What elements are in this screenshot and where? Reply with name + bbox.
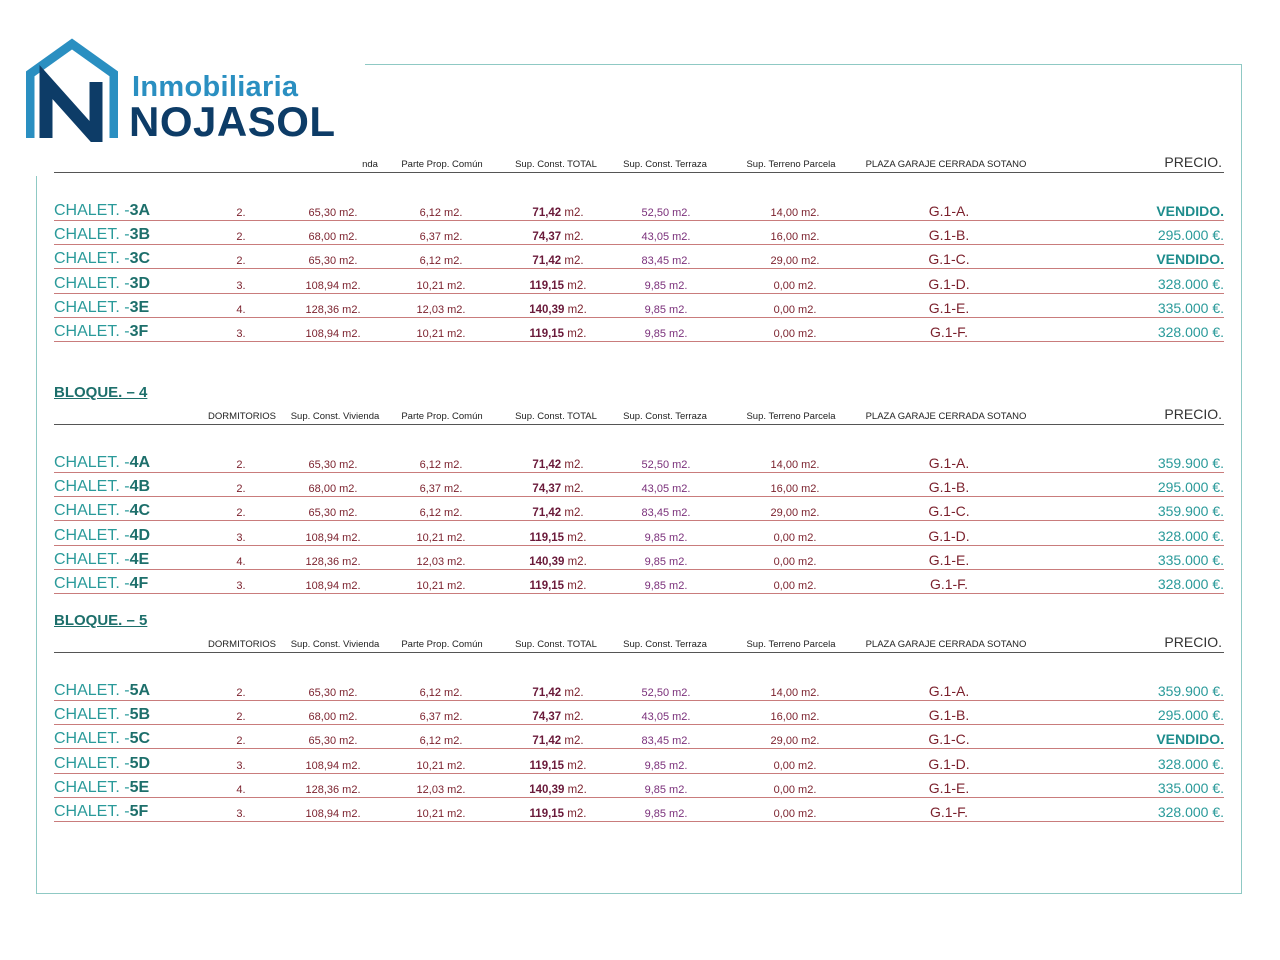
block-title: BLOQUE. – 4 [54, 384, 148, 401]
cell-parte-comun: 6,12 m2. [419, 507, 463, 519]
unit-code: 4C [129, 502, 151, 519]
unit-name-link[interactable] [54, 202, 150, 220]
cell-garaje: G.1-B. [928, 227, 970, 243]
unit-prefix: CHALET. - [54, 682, 130, 699]
cell-dormitorios: 2. [236, 735, 246, 747]
unit-name-link[interactable] [54, 803, 148, 821]
cell-parte-comun: 10,21 m2. [416, 760, 466, 772]
cell-vivienda: 108,94 m2. [305, 280, 361, 292]
cell-garaje: G.1-A. [928, 203, 970, 219]
col-header-vivienda: nda [362, 159, 378, 170]
cell-total-number: 119,15 [529, 808, 565, 820]
unit-prefix: CHALET. - [54, 478, 130, 495]
cell-total [532, 207, 583, 219]
cell-total [530, 328, 587, 340]
unit-prefix: CHALET. - [54, 454, 130, 471]
cell-parte-comun: 6,12 m2. [419, 459, 463, 471]
cell-terreno: 14,00 m2. [770, 207, 820, 219]
cell-total [532, 231, 583, 243]
cell-dormitorios: 2. [236, 459, 246, 471]
table-row [54, 198, 1224, 221]
cell-terreno: 29,00 m2. [770, 735, 820, 747]
cell-terreno: 0,00 m2. [773, 328, 817, 340]
cell-terreno: 0,00 m2. [773, 304, 817, 316]
table-row [54, 751, 1224, 774]
col-header-vivienda: Sup. Const. Vivienda [290, 639, 380, 650]
unit-name-link[interactable] [54, 454, 150, 472]
unit-code: 5B [129, 706, 151, 723]
cell-total-number: 74,37 [532, 711, 562, 723]
cell-garaje: G.1-B. [928, 707, 970, 723]
col-header-terraza: Sup. Const. Terraza [623, 159, 707, 170]
cell-total-unit: m2. [561, 231, 584, 243]
cell-total-number: 119,15 [529, 280, 565, 292]
house-n-logo-icon [26, 38, 118, 142]
cell-parte-comun: 12,03 m2. [416, 784, 466, 796]
cell-vivienda: 128,36 m2. [305, 556, 361, 568]
unit-code: 4B [129, 478, 151, 495]
price-link[interactable]: 328.000 €. [1157, 804, 1224, 820]
cell-dormitorios: 4. [236, 556, 246, 568]
cell-total-number: 71,42 [532, 687, 562, 699]
cell-vivienda: 65,30 m2. [308, 687, 358, 699]
unit-prefix: CHALET. - [54, 706, 130, 723]
cell-vivienda: 65,30 m2. [308, 207, 358, 219]
cell-parte-comun: 6,37 m2. [419, 483, 463, 495]
cell-total-unit: m2. [561, 483, 584, 495]
unit-prefix: CHALET. - [54, 502, 130, 519]
cell-total-number: 71,42 [532, 459, 562, 471]
cell-total [530, 580, 587, 592]
col-header-total: Sup. Const. TOTAL [515, 639, 597, 650]
table-row [54, 319, 1224, 342]
unit-prefix: CHALET. - [54, 575, 130, 592]
cell-vivienda: 108,94 m2. [305, 580, 361, 592]
cell-total [532, 735, 583, 747]
cell-terraza: 9,85 m2. [644, 784, 688, 796]
unit-code: 5E [129, 779, 150, 796]
table-row [54, 799, 1224, 822]
cell-parte-comun: 12,03 m2. [416, 556, 466, 568]
cell-parte-comun: 6,12 m2. [419, 255, 463, 267]
cell-total [530, 760, 587, 772]
unit-prefix: CHALET. - [54, 779, 130, 796]
cell-vivienda: 68,00 m2. [308, 231, 358, 243]
unit-code: 3A [129, 202, 151, 219]
col-header-dormitorios: DORMITORIOS [208, 639, 276, 650]
unit-prefix: CHALET. - [54, 730, 130, 747]
unit-name-link[interactable] [54, 779, 149, 797]
cell-vivienda: 65,30 m2. [308, 507, 358, 519]
table-row [54, 775, 1224, 798]
table-row [54, 678, 1224, 701]
cell-vivienda: 108,94 m2. [305, 532, 361, 544]
cell-garaje: G.1-D. [928, 276, 970, 292]
cell-total-number: 140,39 [529, 304, 565, 316]
col-header-parte: Parte Prop. Común [401, 639, 483, 650]
cell-terraza: 9,85 m2. [644, 532, 688, 544]
cell-total-unit: m2. [564, 556, 587, 568]
cell-parte-comun: 10,21 m2. [416, 280, 466, 292]
cell-terraza: 83,45 m2. [641, 255, 691, 267]
cell-total-unit: m2. [561, 687, 584, 699]
cell-garaje: G.1-C. [928, 251, 970, 267]
cell-dormitorios: 3. [236, 532, 246, 544]
cell-terreno: 16,00 m2. [770, 711, 820, 723]
cell-total-number: 71,42 [532, 255, 562, 267]
unit-name-link[interactable] [54, 551, 149, 569]
cell-terreno: 0,00 m2. [773, 280, 817, 292]
unit-prefix: CHALET. - [54, 275, 130, 292]
cell-total [529, 784, 587, 796]
cell-total-number: 140,39 [529, 784, 565, 796]
unit-name-link[interactable] [54, 755, 150, 773]
cell-terraza: 83,45 m2. [641, 507, 691, 519]
cell-terraza: 9,85 m2. [644, 580, 688, 592]
cell-garaje: G.1-D. [928, 528, 970, 544]
cell-terreno: 0,00 m2. [773, 532, 817, 544]
col-header-dormitorios: DORMITORIOS [208, 411, 276, 422]
cell-total-number: 119,15 [529, 760, 565, 772]
table-row [54, 547, 1224, 570]
cell-dormitorios: 4. [236, 304, 246, 316]
col-header-parte: Parte Prop. Común [401, 159, 483, 170]
unit-code: 3D [129, 275, 151, 292]
cell-terraza: 83,45 m2. [641, 735, 691, 747]
price-link[interactable]: 295.000 €. [1157, 707, 1224, 723]
unit-prefix: CHALET. - [54, 803, 130, 820]
price-link[interactable]: 328.000 €. [1157, 324, 1224, 340]
cell-total [530, 280, 587, 292]
unit-name-link[interactable] [54, 575, 148, 593]
table-header [54, 404, 1224, 425]
price-link[interactable]: 295.000 €. [1157, 227, 1224, 243]
cell-dormitorios: 2. [236, 255, 246, 267]
cell-total-number: 71,42 [532, 507, 562, 519]
unit-code: 3C [129, 250, 151, 267]
table-row [54, 498, 1224, 521]
table-row [54, 450, 1224, 473]
table-header [54, 632, 1224, 653]
cell-parte-comun: 6,12 m2. [419, 687, 463, 699]
cell-total-unit: m2. [564, 280, 587, 292]
cell-terraza: 9,85 m2. [644, 280, 688, 292]
cell-terraza: 52,50 m2. [641, 687, 691, 699]
cell-total-number: 74,37 [532, 231, 562, 243]
table-row [54, 222, 1224, 245]
price-link[interactable]: 328.000 €. [1157, 276, 1224, 292]
unit-code: 3F [129, 323, 149, 340]
price-link[interactable]: 328.000 €. [1157, 756, 1224, 772]
cell-terreno: 14,00 m2. [770, 687, 820, 699]
cell-garaje: G.1-E. [928, 780, 970, 796]
cell-total-unit: m2. [564, 760, 587, 772]
unit-name-link[interactable] [54, 323, 148, 341]
unit-prefix: CHALET. - [54, 551, 130, 568]
cell-vivienda: 68,00 m2. [308, 483, 358, 495]
table-row [54, 271, 1224, 294]
col-header-vivienda: Sup. Const. Vivienda [290, 411, 380, 422]
col-header-parte: Parte Prop. Común [401, 411, 483, 422]
sold-status: VENDIDO. [1156, 203, 1224, 219]
cell-terreno: 16,00 m2. [770, 231, 820, 243]
brand-name-bottom: NOJASOL [129, 98, 336, 145]
cell-total [530, 532, 587, 544]
price-link[interactable]: 359.900 €. [1157, 683, 1224, 699]
cell-terraza: 9,85 m2. [644, 304, 688, 316]
cell-garaje: G.1-F. [929, 324, 969, 340]
cell-total-unit: m2. [564, 328, 587, 340]
unit-name-link[interactable] [54, 299, 149, 317]
col-header-terreno: Sup. Terreno Parcela [746, 159, 836, 170]
cell-vivienda: 108,94 m2. [305, 328, 361, 340]
col-header-precio: PRECIO. [1164, 406, 1222, 422]
cell-parte-comun: 10,21 m2. [416, 808, 466, 820]
cell-garaje: G.1-A. [928, 455, 970, 471]
cell-terreno: 0,00 m2. [773, 808, 817, 820]
cell-parte-comun: 6,37 m2. [419, 231, 463, 243]
cell-total-unit: m2. [564, 808, 587, 820]
cell-vivienda: 128,36 m2. [305, 784, 361, 796]
cell-total-number: 74,37 [532, 483, 562, 495]
table-row [54, 523, 1224, 546]
cell-dormitorios: 4. [236, 784, 246, 796]
cell-terraza: 52,50 m2. [641, 459, 691, 471]
unit-prefix: CHALET. - [54, 202, 130, 219]
cell-total-unit: m2. [564, 532, 587, 544]
cell-garaje: G.1-F. [929, 804, 969, 820]
unit-prefix: CHALET. - [54, 299, 130, 316]
unit-name-link[interactable] [54, 706, 150, 724]
col-header-precio: PRECIO. [1164, 634, 1222, 650]
cell-dormitorios: 3. [236, 280, 246, 292]
unit-code: 3E [129, 299, 150, 316]
cell-garaje: G.1-B. [928, 479, 970, 495]
cell-terraza: 43,05 m2. [641, 711, 691, 723]
cell-dormitorios: 2. [236, 507, 246, 519]
cell-parte-comun: 6,12 m2. [419, 735, 463, 747]
cell-terraza: 52,50 m2. [641, 207, 691, 219]
cell-parte-comun: 12,03 m2. [416, 304, 466, 316]
unit-prefix: CHALET. - [54, 323, 130, 340]
cell-total-unit: m2. [564, 304, 587, 316]
cell-dormitorios: 3. [236, 760, 246, 772]
table-row [54, 702, 1224, 725]
price-link[interactable]: 295.000 €. [1157, 479, 1224, 495]
cell-parte-comun: 10,21 m2. [416, 580, 466, 592]
cell-total-number: 71,42 [532, 207, 562, 219]
cell-terraza: 43,05 m2. [641, 231, 691, 243]
cell-terraza: 9,85 m2. [644, 328, 688, 340]
cell-vivienda: 65,30 m2. [308, 255, 358, 267]
price-link[interactable]: 359.900 €. [1157, 455, 1224, 471]
cell-dormitorios: 3. [236, 808, 246, 820]
unit-code: 4F [129, 575, 149, 592]
cell-total-number: 140,39 [529, 556, 565, 568]
col-header-terreno: Sup. Terreno Parcela [746, 639, 836, 650]
cell-garaje: G.1-E. [928, 552, 970, 568]
price-link[interactable]: 335.000 €. [1157, 780, 1224, 796]
price-link[interactable]: 335.000 €. [1157, 552, 1224, 568]
price-link[interactable]: 335.000 €. [1157, 300, 1224, 316]
price-link[interactable]: 328.000 €. [1157, 576, 1224, 592]
unit-name-link[interactable] [54, 730, 150, 748]
company-logo [26, 38, 346, 148]
cell-total [532, 507, 583, 519]
table-row [54, 295, 1224, 318]
cell-total [532, 483, 583, 495]
price-link[interactable]: 328.000 €. [1157, 528, 1224, 544]
col-header-garaje: PLAZA GARAJE CERRADA SOTANO [865, 639, 1027, 650]
unit-name-link[interactable] [54, 478, 150, 496]
cell-parte-comun: 10,21 m2. [416, 532, 466, 544]
cell-parte-comun: 6,12 m2. [419, 207, 463, 219]
table-row [54, 726, 1224, 749]
cell-terreno: 14,00 m2. [770, 459, 820, 471]
cell-vivienda: 108,94 m2. [305, 760, 361, 772]
cell-terreno: 0,00 m2. [773, 556, 817, 568]
cell-vivienda: 108,94 m2. [305, 808, 361, 820]
cell-total-unit: m2. [561, 207, 584, 219]
cell-terreno: 29,00 m2. [770, 255, 820, 267]
col-header-garaje: PLAZA GARAJE CERRADA SOTANO [865, 411, 1027, 422]
cell-garaje: G.1-D. [928, 756, 970, 772]
unit-name-link[interactable] [54, 275, 150, 293]
cell-total-unit: m2. [561, 711, 584, 723]
cell-total [530, 808, 587, 820]
cell-total [529, 304, 587, 316]
cell-parte-comun: 10,21 m2. [416, 328, 466, 340]
cell-total-unit: m2. [561, 459, 584, 471]
cell-vivienda: 68,00 m2. [308, 711, 358, 723]
col-header-total: Sup. Const. TOTAL [515, 411, 597, 422]
cell-terraza: 43,05 m2. [641, 483, 691, 495]
unit-code: 5D [129, 755, 151, 772]
cell-vivienda: 65,30 m2. [308, 735, 358, 747]
unit-name-link[interactable] [54, 502, 150, 520]
unit-name-link[interactable] [54, 527, 150, 545]
cell-total [532, 687, 583, 699]
cell-terraza: 9,85 m2. [644, 556, 688, 568]
cell-garaje: G.1-F. [929, 576, 969, 592]
cell-total [532, 255, 583, 267]
unit-name-link[interactable] [54, 682, 150, 700]
table-row [54, 571, 1224, 594]
cell-total-unit: m2. [564, 784, 587, 796]
cell-dormitorios: 2. [236, 231, 246, 243]
unit-code: 3B [129, 226, 151, 243]
col-header-total: Sup. Const. TOTAL [515, 159, 597, 170]
unit-prefix: CHALET. - [54, 755, 130, 772]
cell-garaje: G.1-C. [928, 731, 970, 747]
unit-code: 5A [129, 682, 151, 699]
cell-terreno: 29,00 m2. [770, 507, 820, 519]
col-header-precio: PRECIO. [1164, 154, 1222, 170]
cell-dormitorios: 2. [236, 483, 246, 495]
cell-total-unit: m2. [564, 580, 587, 592]
cell-vivienda: 128,36 m2. [305, 304, 361, 316]
unit-prefix: CHALET. - [54, 250, 130, 267]
unit-name-link[interactable] [54, 226, 150, 244]
unit-code: 4A [129, 454, 151, 471]
col-header-terraza: Sup. Const. Terraza [623, 639, 707, 650]
cell-garaje: G.1-E. [928, 300, 970, 316]
cell-dormitorios: 3. [236, 328, 246, 340]
unit-code: 5C [129, 730, 151, 747]
brand-name-top: Inmobiliaria [132, 71, 299, 103]
unit-code: 4E [129, 551, 150, 568]
cell-dormitorios: 2. [236, 687, 246, 699]
cell-dormitorios: 2. [236, 207, 246, 219]
cell-total-number: 119,15 [529, 328, 565, 340]
cell-terreno: 16,00 m2. [770, 483, 820, 495]
cell-dormitorios: 2. [236, 711, 246, 723]
cell-total-number: 71,42 [532, 735, 562, 747]
cell-dormitorios: 3. [236, 580, 246, 592]
table-header [54, 152, 1224, 173]
table-row [54, 246, 1224, 269]
cell-terreno: 0,00 m2. [773, 760, 817, 772]
sold-status: VENDIDO. [1156, 251, 1224, 267]
block-title: BLOQUE. – 5 [54, 612, 148, 629]
unit-prefix: CHALET. - [54, 226, 130, 243]
col-header-terreno: Sup. Terreno Parcela [746, 411, 836, 422]
cell-total-number: 119,15 [529, 580, 565, 592]
unit-code: 4D [129, 527, 151, 544]
unit-prefix: CHALET. - [54, 527, 130, 544]
cell-terraza: 9,85 m2. [644, 808, 688, 820]
cell-terreno: 0,00 m2. [773, 580, 817, 592]
unit-name-link[interactable] [54, 250, 150, 268]
cell-total-unit: m2. [561, 255, 584, 267]
cell-total-unit: m2. [561, 735, 584, 747]
cell-vivienda: 65,30 m2. [308, 459, 358, 471]
cell-total [532, 459, 583, 471]
col-header-garaje: PLAZA GARAJE CERRADA SOTANO [865, 159, 1027, 170]
cell-garaje: G.1-C. [928, 503, 970, 519]
cell-terreno: 0,00 m2. [773, 784, 817, 796]
table-row [54, 474, 1224, 497]
cell-total-unit: m2. [561, 507, 584, 519]
cell-parte-comun: 6,37 m2. [419, 711, 463, 723]
cell-terraza: 9,85 m2. [644, 760, 688, 772]
price-link[interactable]: 359.900 €. [1157, 503, 1224, 519]
sold-status: VENDIDO. [1156, 731, 1224, 747]
cell-total [529, 556, 587, 568]
cell-total [532, 711, 583, 723]
unit-code: 5F [129, 803, 149, 820]
col-header-terraza: Sup. Const. Terraza [623, 411, 707, 422]
cell-garaje: G.1-A. [928, 683, 970, 699]
cell-total-number: 119,15 [529, 532, 565, 544]
